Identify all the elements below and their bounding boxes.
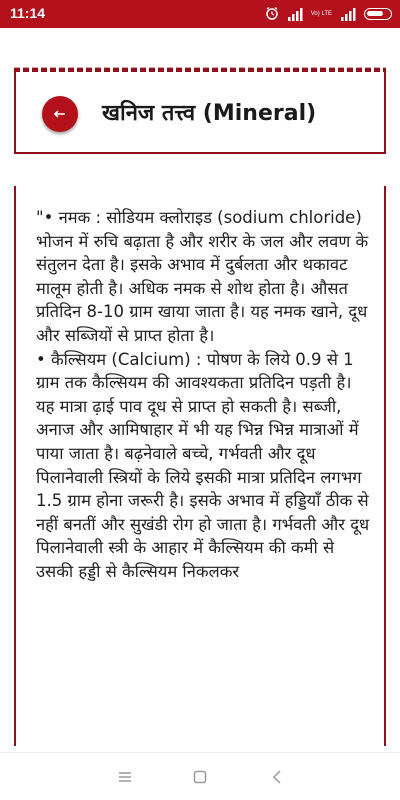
page-title: खनिज तत्त्व (Mineral) bbox=[102, 101, 317, 126]
recent-apps-button[interactable] bbox=[113, 765, 137, 789]
recent-apps-icon bbox=[118, 771, 132, 783]
header-card bbox=[14, 72, 386, 154]
status-time: 11:14 bbox=[10, 5, 46, 21]
content-card[interactable] bbox=[14, 186, 386, 746]
back-button[interactable] bbox=[42, 96, 78, 132]
status-bar bbox=[0, 0, 400, 28]
volte-indicator: Vo) LTE bbox=[310, 11, 332, 17]
signal-icon bbox=[287, 7, 303, 21]
alarm-icon bbox=[265, 5, 279, 24]
back-triangle-icon bbox=[271, 770, 283, 784]
navigation-bar bbox=[0, 752, 400, 800]
status-icons bbox=[265, 6, 392, 22]
article-text bbox=[36, 206, 374, 584]
signal-icon bbox=[340, 7, 356, 21]
system-back-button[interactable] bbox=[265, 765, 289, 789]
arrow-left-icon bbox=[54, 106, 66, 122]
article-paragraph: "• नमक : सोडियम क्लोराइड (sodium chloride) भोजन में रुचि बढ़ाता है और शरीर के जल और लवण के संतुलन देता है। इसके अभाव में दुर्बलता और थकावट मालूम होती है। अधिक नमक से शोथ होता है। औसत प्रतिदिन 8-10 ग्राम खाया जाता है। यह नमक खाने, दूध और सब्जियों से प्राप्त होता है। bbox=[36, 208, 369, 345]
battery-icon bbox=[364, 8, 392, 20]
article-paragraph: • कैल्सियम (Calcium) : पोषण के लिये 0.9 से 1 ग्राम तक कैल्सियम की आवश्यकता प्रतिदिन पड़ती है। यह मात्रा ढ़ाई पाव दूध से प्राप्त हो सकती है। सब्जी, अनाज और आमिषाहार में भी यह भिन्न भिन्न मात्राओं में पाया जाता है। बढ़नेवाले बच्चे, गर्भवती और दूध पिलानेवाली स्त्रियों के लिये इसकी मात्रा प्रतिदिन लगभग 1.5 ग्राम होना जरूरी है। इसके अभाव में हड्डियाँ ठीक से नहीं बनतीं और सुखंडी रोग हो जाता है। गर्भवती और दूध पिलानेवाली स्त्री के आहार में कैल्सियम की कमी से उसकी हड्डी से कैल्सियम निकलकर bbox=[36, 349, 370, 581]
home-square-icon bbox=[193, 770, 207, 784]
home-button[interactable] bbox=[188, 765, 212, 789]
